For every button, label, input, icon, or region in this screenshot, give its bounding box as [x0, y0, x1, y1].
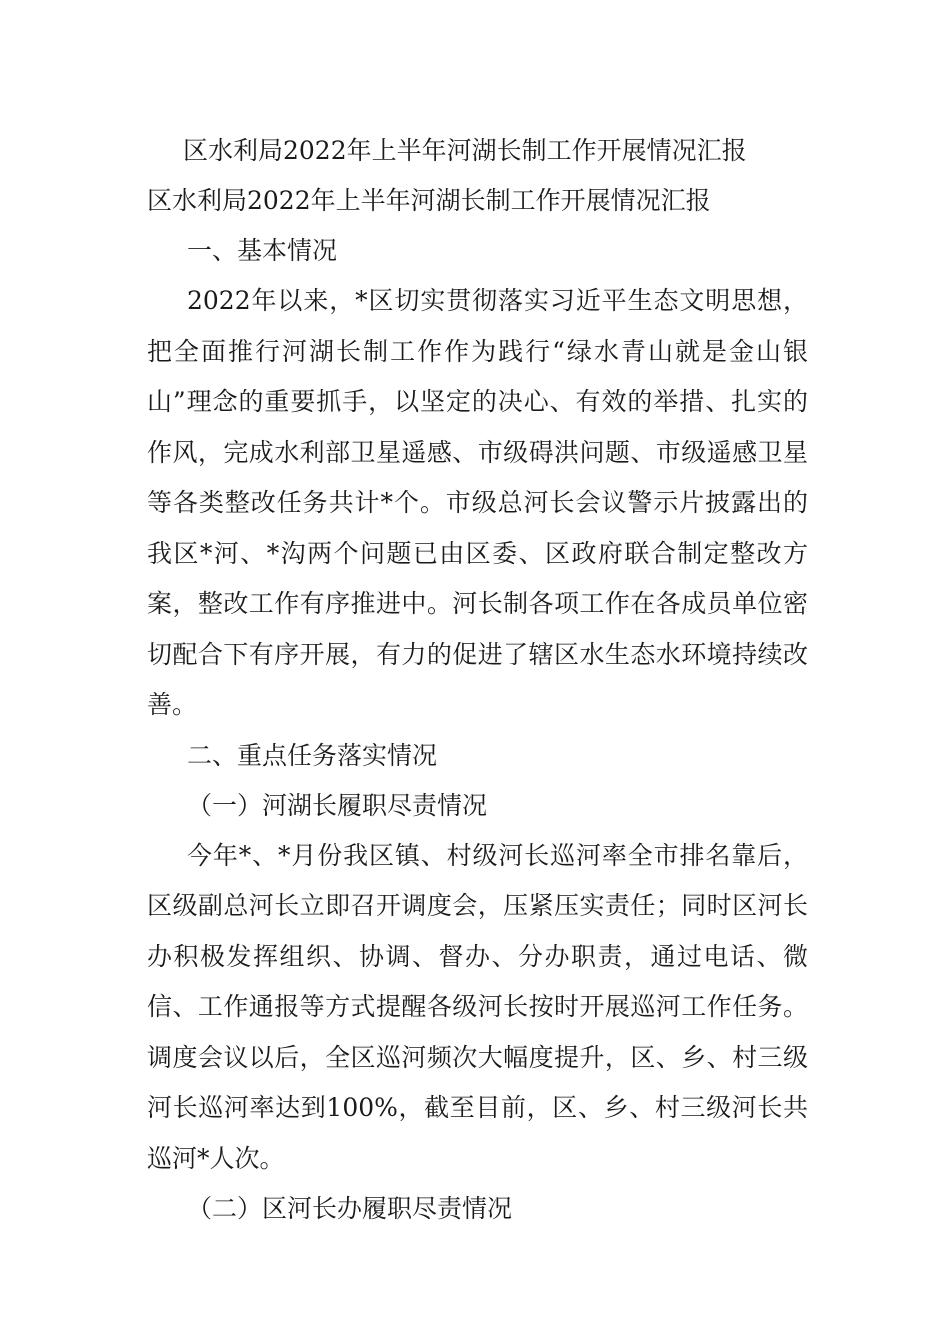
section-heading-basic: 一、基本情况 — [187, 236, 338, 265]
document-title-repeat: 区水利局2022年上半年河湖长制工作开展情况汇报 — [147, 186, 711, 215]
subsection-paragraph-chiefs: 今年*、*月份我区镇、村级河长巡河率全市排名靠后，区级副总河长立即召开调度会，压紧压实责任；同时区河长办积极发挥组织、协调、督办、分办职责，通过电话、微信、工作通报等方式提醒各级河长按时开展巡河工作任务。调度会议以后，全区巡河频次大幅度提升，区、乡、村三级河长巡河率达到100%，截至目前，区、乡、村三级河长共巡河*人次。 — [147, 840, 808, 1173]
document-title: 区水利局2022年上半年河湖长制工作开展情况汇报 — [183, 136, 747, 165]
section-heading-key-tasks: 二、重点任务落实情况 — [187, 740, 438, 770]
subsection-heading-office: （二）区河长办履职尽责情况 — [187, 1194, 513, 1223]
section-paragraph-basic: 2022年以来，*区切实贯彻落实习近平生态文明思想，把全面推行河湖长制工作作为践行“绿水青山就是金山银山”理念的重要抓手，以坚定的决心、有效的举措、扎实的作风，完成水利部卫星遥感、市级碍洪问题、市级遥感卫星等各类整改任务共计*个。市级总河长会议警示片披露出的我区*河、*沟两个问题已由区委、区政府联合制定整改方案，整改工作有序推进中。河长制各项工作在各成员单位密切配合下有序开展，有力的促进了辖区水生态水环境持续改善。 — [147, 286, 808, 719]
subsection-heading-chiefs: （一）河湖长履职尽责情况 — [187, 790, 488, 820]
document-body — [147, 126, 808, 1234]
